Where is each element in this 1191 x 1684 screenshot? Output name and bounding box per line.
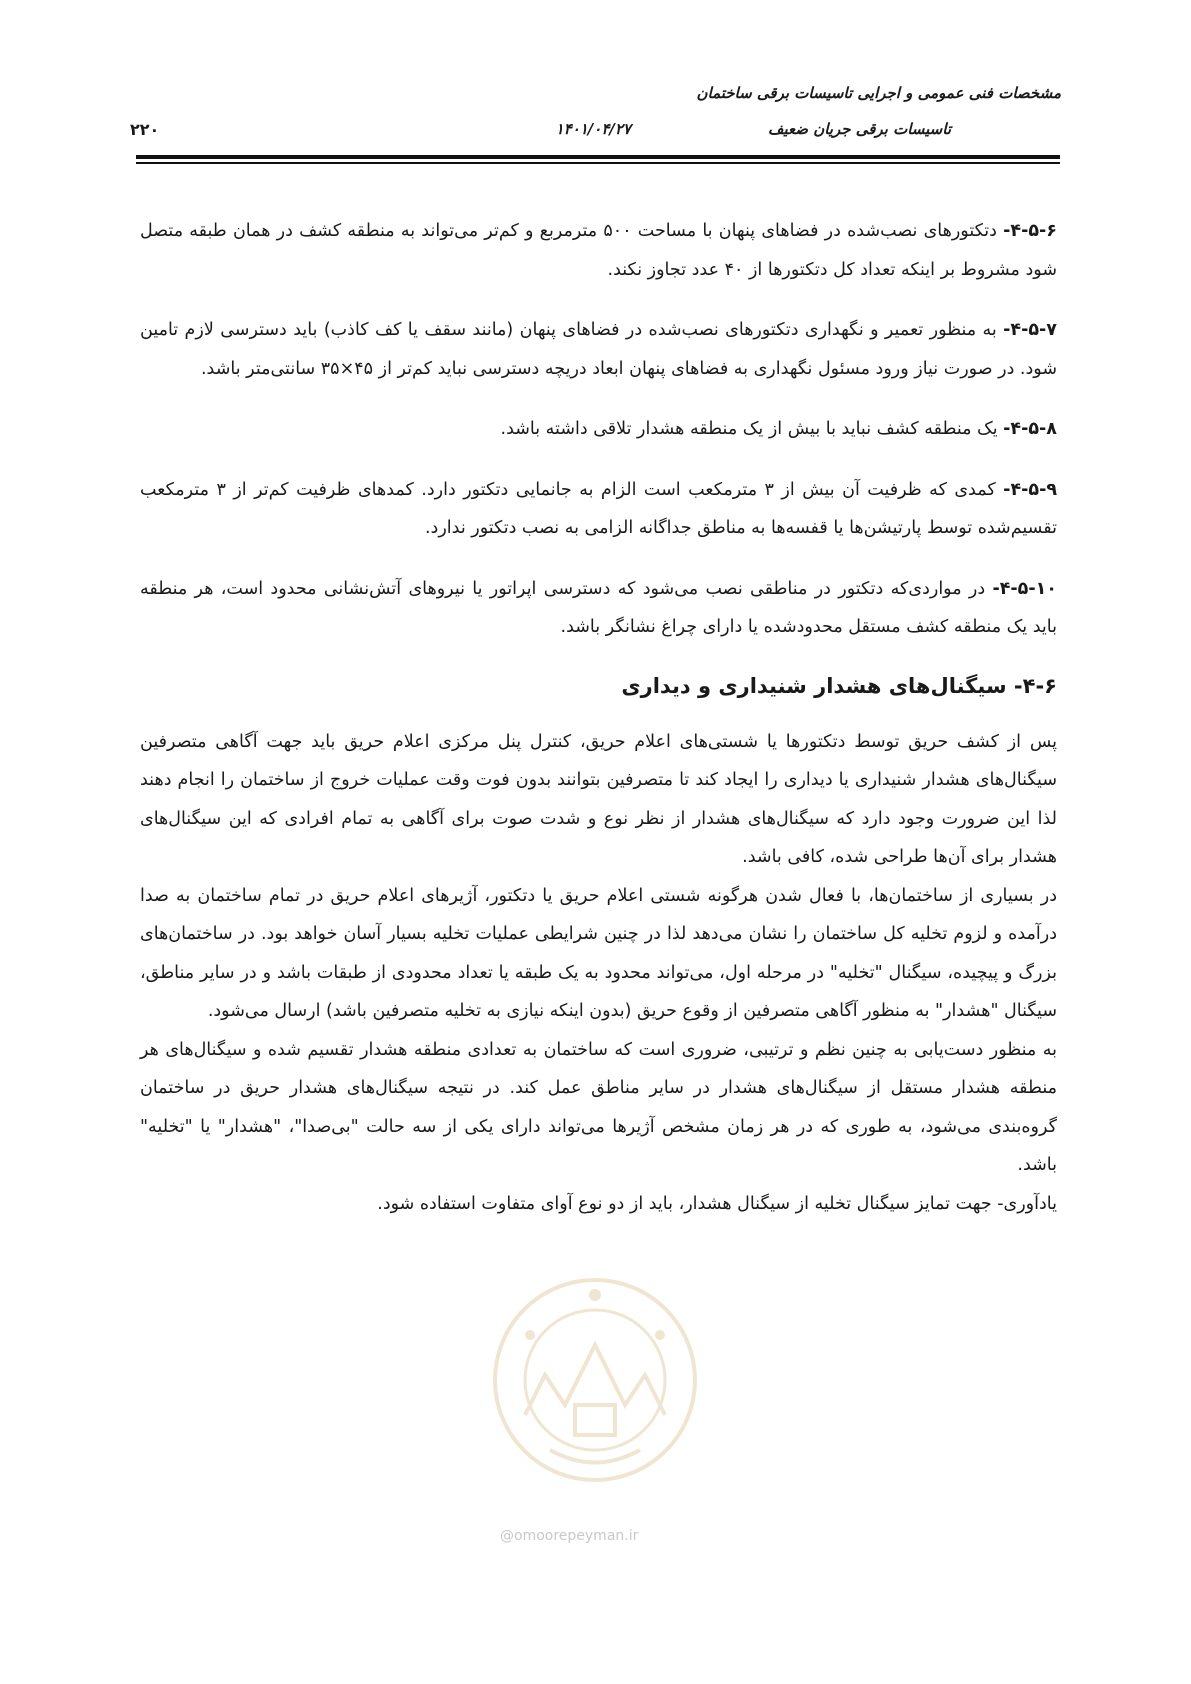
watermark-seal: [470, 1255, 720, 1505]
clause-text: دتکتورهای نصب‌شده در فضاهای پنهان با مساحت ۵۰۰ مترمربع و کم‌تر می‌تواند به منطقه کشف در همان طبقه متصل شود مشروط بر اینکه تعداد کل دتکتورها از ۴۰ عدد تجاوز نکند.: [140, 221, 1057, 280]
body-content: [140, 212, 1057, 1223]
section-paragraph: پس از کشف حریق توسط دتکتورها یا شستی‌های اعلام حریق، کنترل پنل مرکزی اعلام حریق باید جهت آگاهی متصرفین سیگنال‌های هشدار شنیداری یا دیداری را ایجاد کند تا متصرفین بتوانند بدون فوت وقت عملیات خروج از ساختمان را انجام دهند لذا این ضرورت وجود دارد که سیگنال‌های هشدار از نظر نوع و شدت صوت برای آگاهی به تمام افرادی که این سیگنال‌های هشدار برای آن‌ها طراحی شده، کافی باشد.: [140, 731, 1057, 867]
page-number: ۲۲۰: [130, 120, 160, 139]
clause-4-5-10: [140, 570, 1057, 647]
document-title: مشخصات فنی عمومی و اجرایی تاسیسات برقی ساختمان: [696, 84, 1061, 102]
clause-number: ۴-۵-۱۰-: [992, 578, 1057, 599]
clause-text: در مواردی‌که دتکتور در مناطقی نصب می‌شود که دسترسی اپراتور یا نیروهای آتش‌نشانی محدود است، هر منطقه باید یک منطقه کشف مستقل محدودشده یا دارای چراغ نشانگر باشد.: [140, 578, 1057, 637]
clause-text: یک منطقه کشف نباید با بیش از یک منطقه هشدار تلاقی داشته باشد.: [500, 419, 1004, 439]
section-paragraph: در بسیاری از ساختمان‌ها، با فعال شدن هرگونه شستی اعلام حریق یا دتکتور، آژیرهای اعلام حریق در تمام ساختمان به صدا درآمده و لزوم تخلیه کل ساختمان را نشان می‌دهد لذا در چنین شرایطی عملیات تخلیه بسیار آسان خواهد بود. در ساختمان‌های بزرگ و پیچیده، سیگنال "تخلیه" در مرحله اول، می‌تواند محدود به یک طبقه یا تعداد محدودی از طبقات باشد و در سایر مناطق، سیگنال "هشدار" به منظور آگاهی متصرفین از وقوع حریق (بدون اینکه نیازی به تخلیه متصرفین باشد) ارسال می‌شود.: [140, 885, 1057, 1021]
clause-4-5-8: [140, 410, 1057, 449]
header-divider-thin: [136, 162, 1060, 164]
clause-4-5-9: [140, 471, 1057, 548]
clause-4-5-6: [140, 212, 1057, 289]
reminder-note: یادآوری- جهت تمایز سیگنال تخلیه از سیگنال هشدار، باید از دو نوع آوای متفاوت استفاده شود.: [377, 1193, 1057, 1214]
section-heading: ۴-۶- سیگنال‌های هشدار شنیداری و دیداری: [621, 673, 1057, 698]
clause-number: ۴-۵-۸-: [1003, 419, 1057, 439]
clause-4-5-7: [140, 311, 1057, 388]
clause-number: ۴-۵-۷-: [1003, 320, 1057, 340]
clause-number: ۴-۵-۹-: [1003, 479, 1058, 500]
revision-date: ۱۴۰۱/۰۴/۲۷: [555, 120, 631, 138]
header-row: [130, 120, 1061, 144]
clause-number: ۴-۵-۶-: [1003, 221, 1057, 241]
section-paragraph: به منظور دست‌یابی به چنین نظم و ترتیبی، ضروری است که ساختمان به تعدادی منطقه هشدار تقسیم شده و سیگنال‌های هر منطقه هشدار مستقل از سیگنال‌های هشدار در سایر مناطق عمل کند. در نتیجه سیگنال‌های هشدار حریق در ساختمان گروه‌بندی می‌شود، به طوری که در هر زمان مشخص آژیرها می‌تواند دارای یکی از سه حالت "بی‌صدا"، "هشدار" یا "تخلیه" باشد.: [140, 1039, 1057, 1175]
clause-text: کمدی که ظرفیت آن بیش از ۳ مترمکعب است الزام به جانمایی دتکتور دارد. کمدهای ظرفیت کم‌تر از ۳ مترمکعب تقسیم‌شده توسط پارتیشن‌ها یا قفسه‌ها به مناطق جداگانه الزامی به نصب دتکتور ندارد.: [140, 479, 1057, 538]
header-divider-thick: [136, 155, 1060, 159]
watermark-site: @omoorepeyman.ir: [500, 1528, 639, 1544]
clause-text: به منظور تعمیر و نگهداری دتکتورهای نصب‌شده در فضاهای پنهان (مانند سقف یا کف کاذب) باید دسترسی لازم تامین شود. در صورت نیاز ورود مسئول نگهداری به فضاهای پنهان ابعاد دریچه دسترسی نباید کم‌تر از ۴۵×۳۵ سانتی‌متر باشد.: [140, 320, 1057, 379]
chapter-subtitle: تاسیسات برقی جریان ضعیف: [767, 120, 951, 138]
